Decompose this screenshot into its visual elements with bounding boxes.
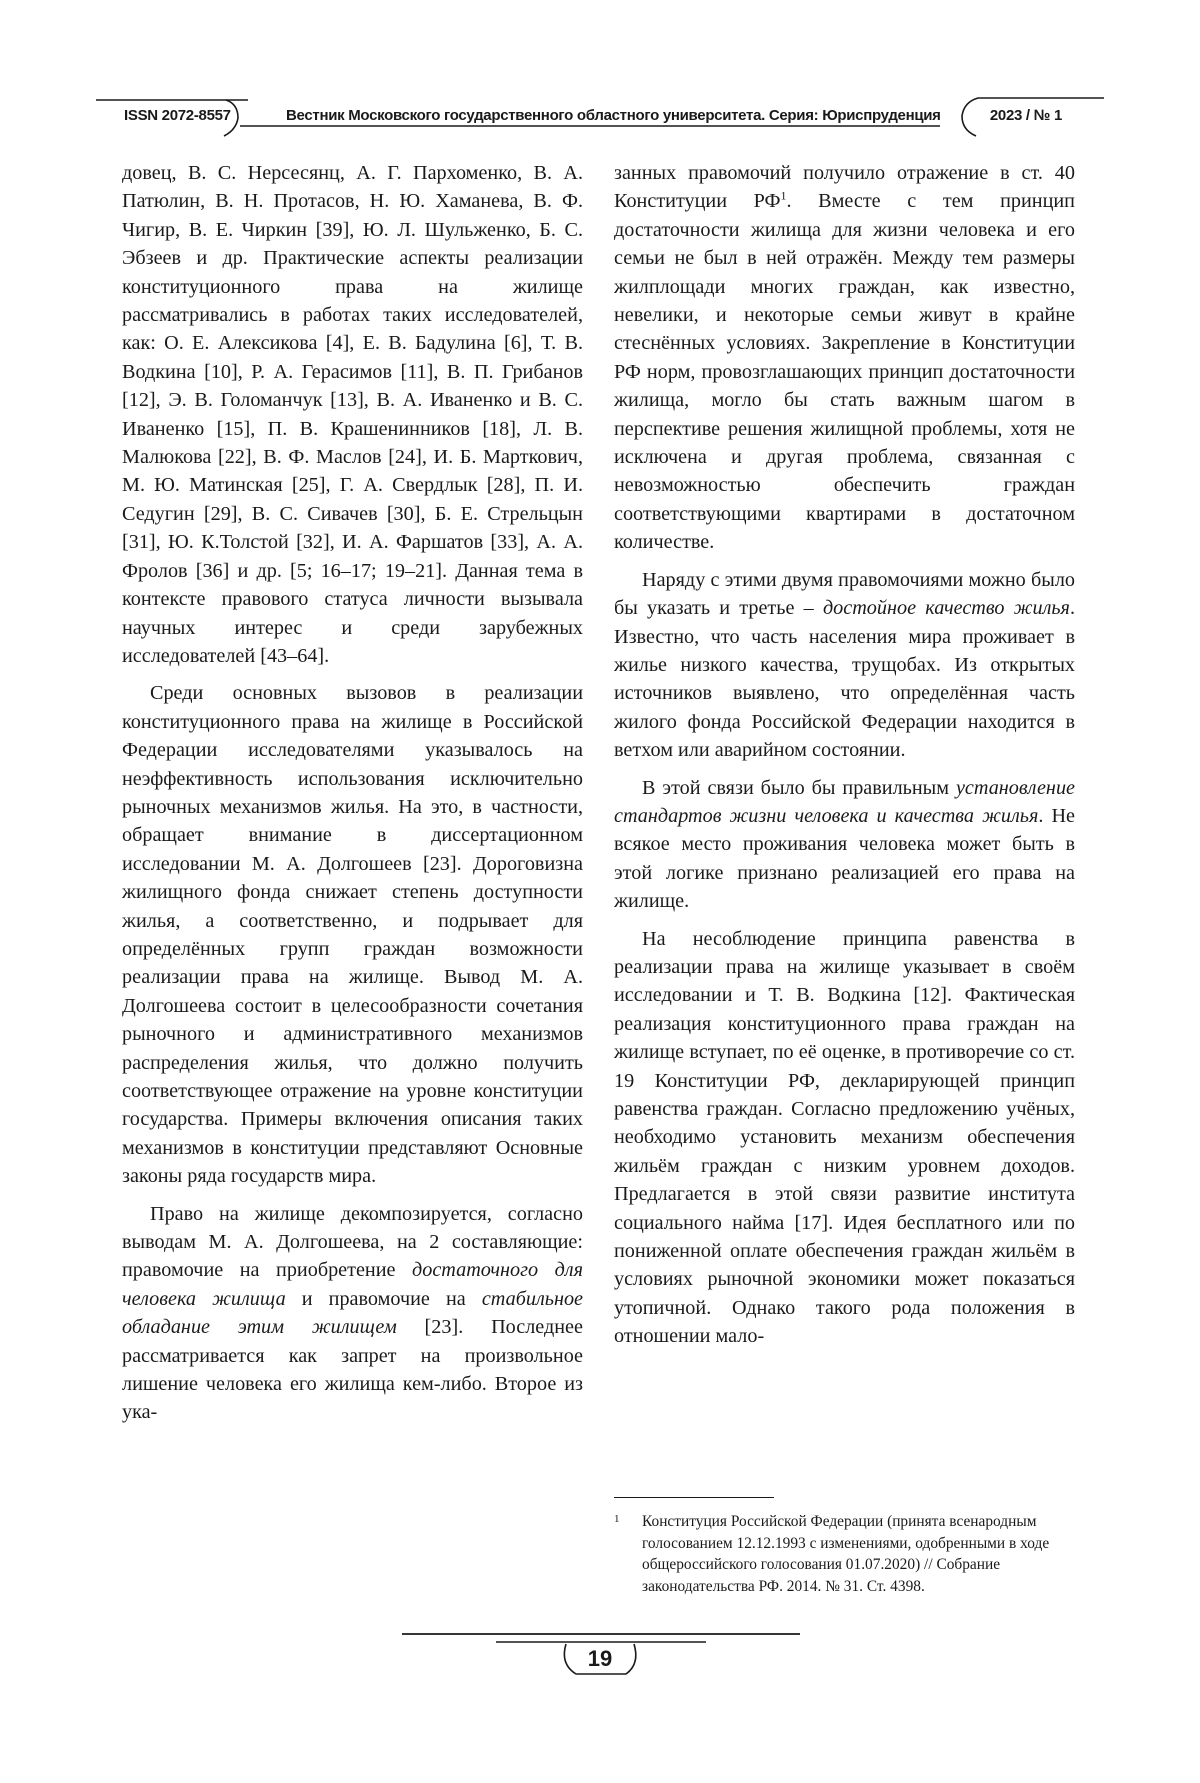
text-run: Наряду с этими двумя правомочиями можно было бы указать и третье – [614, 568, 1075, 620]
footnote-ref[interactable]: 1 [780, 188, 787, 203]
left-paragraph-1: довец, В. С. Нерсесянц, А. Г. Пархоменко, В. А. Патюлин, В. Н. Протасов, Н. Ю. Хаманева, В. Ф. Чигир, В. Е. Чиркин [39], Ю. Л. Шульженко, Б. С. Эбзеев и др. Практические аспекты реализации конституционного права на жилище рассматривались в работах таких исследователей, как: О. Е. Алексикова [4], Е. В. Бадулина [6], Т. В. Водкина [10], Р. А. Герасимов [11], В. П. Грибанов [12], Э. В. Голоманчук [13], В. А. Иваненко и В. С. Иваненко [15], П. В. Крашенинников [18], Л. В. Малюкова [22], В. Ф. Маслов [24], И. Б. Марткович, М. Ю. Матинская [25], Г. А. Свердлык [28], П. И. Седугин [29], В. С. Сивачев [30], Б. Е. Стрельцын [31], Ю. К.Толстой [32], И. А. Фаршатов [33], А. А. Фролов [36] и др. [5; 16–17; 19–21]. Данная тема в контексте правового статуса личности вызывала научных интерес и среди зарубежных исследователей [43–64]. [122, 162, 583, 667]
text-run: В этой связи было бы правильным [642, 776, 956, 799]
right-column [614, 159, 1075, 1360]
issue-label: 2023 / № 1 [989, 107, 1062, 124]
emphasis-text: стабильное обладание этим жилищем [122, 1287, 584, 1339]
page-header [0, 0, 1200, 150]
footnote-divider [614, 1497, 774, 1498]
right-paragraph-3 [614, 774, 1075, 916]
right-paragraph-1 [614, 159, 1075, 557]
footnote-number: 1 [614, 1513, 620, 1525]
issn-label: ISSN 2072-8557 [124, 107, 231, 124]
text-run: . Вместе с тем принцип достаточности жилища для жизни человека и его семьи не был в ней отражён. Между тем размеры жилплощади многих граждан, как известно, невелики, и некоторые семьи живут в крайне стеснённых условиях. Закрепление в Конституции РФ норм, провозглашающих принцип достаточности жилища, могло бы стать важным шагом в перспективе решения жилищной проблемы, хотя не исключена и другая проблема, связанная с невозможностью обеспечить граждан соответствующими квартирами в достаточном количестве. [614, 190, 1075, 554]
footnote-text: Конституция Российской Федерации (принята всенародным голосованием 12.12.1993 с изменениями, одобренными в ходе общероссийского голосования 01.07.2020) // Собрание законодательства РФ. 2014. № 31. Ст. 4398. [642, 1513, 1050, 1595]
text-run: и правомочие на [285, 1287, 482, 1310]
page-number: 19 [587, 1646, 613, 1671]
journal-title: Вестник Московского государственного областного университета. Серия: Юриспруденция [286, 107, 941, 124]
text-run: занных правомочий получило отражение в ст. 40 Конституции РФ [614, 162, 1075, 213]
text-run: . Не всякое место проживания человека может быть в этой логике признано реализацией его права на жилище. [614, 804, 1075, 913]
text-run: Право на жилище декомпозируется, согласно выводам М. А. Долгошеева, на 2 составляющие: правомочие на приобретение [122, 1202, 583, 1282]
text-run: . Известно, что часть населения мира проживает в жилье низкого качества, трущобах. Из открытых источников выявлено, что определённая часть жилого фонда Российской Федерации находится в ветхом или аварийном состоянии. [614, 597, 1075, 762]
footnote [614, 1511, 1075, 1597]
emphasis-text: установление стандартов жизни человека и качества жилья [614, 776, 1075, 827]
left-paragraph-2: Среди основных вызовов в реализации конституционного права на жилище в Российской Федерации исследователями указывалось на неэффективность использования исключительно рыночных механизмов жилья. На это, в частности, обращает внимание в диссертационном исследовании М. А. Долгошеев [23]. Дороговизна жилищного фонда снижает степень доступности жилья, а соответственно, и подрывает для определённых групп граждан возможности реализации права на жилище. Вывод М. А. Долгошеева состоит в целесообразности сочетания рыночного и административного механизмов распределения жилья, что должно получить соответствующее отражение на уровне конституции государства. Примеры включения описания таких механизмов в конституции представляют Основные законы ряда государств мира. [122, 682, 583, 1188]
page-footer [0, 1620, 1200, 1740]
right-paragraph-4: На несоблюдение принципа равенства в реализации права на жилище указывает в своём исследовании и Т. В. Водкина [12]. Фактическая реализация конституционного права граждан на жилище вступает, по её оценке, в противоречие со ст. 19 Конституции РФ, декларирующей принцип равенства граждан. Согласно предложению учёных, необходимо установить механизм обеспечения жильём граждан с низким уровнем доходов. Предлагается в этой связи развитие института социального найма [17]. Идея бесплатного или по пониженной оплате обеспечения граждан жильём в условиях рыночной экономики может показаться утопичной. Однако такого рода положения в отношении мало- [614, 927, 1075, 1348]
footer-ornament [0, 1620, 1200, 1740]
text-run: [23]. Последнее рассматривается как запрет на произвольное лишение человека его жилища кем-либо. Второе из ука- [122, 1316, 583, 1424]
emphasis-text: достойное качество жилья [822, 597, 1070, 620]
header-frame [0, 0, 1200, 150]
right-paragraph-2 [614, 566, 1075, 765]
emphasis-text: достаточного для человека жилища [122, 1259, 583, 1310]
left-column [122, 159, 583, 1436]
left-paragraph-3 [122, 1200, 583, 1427]
